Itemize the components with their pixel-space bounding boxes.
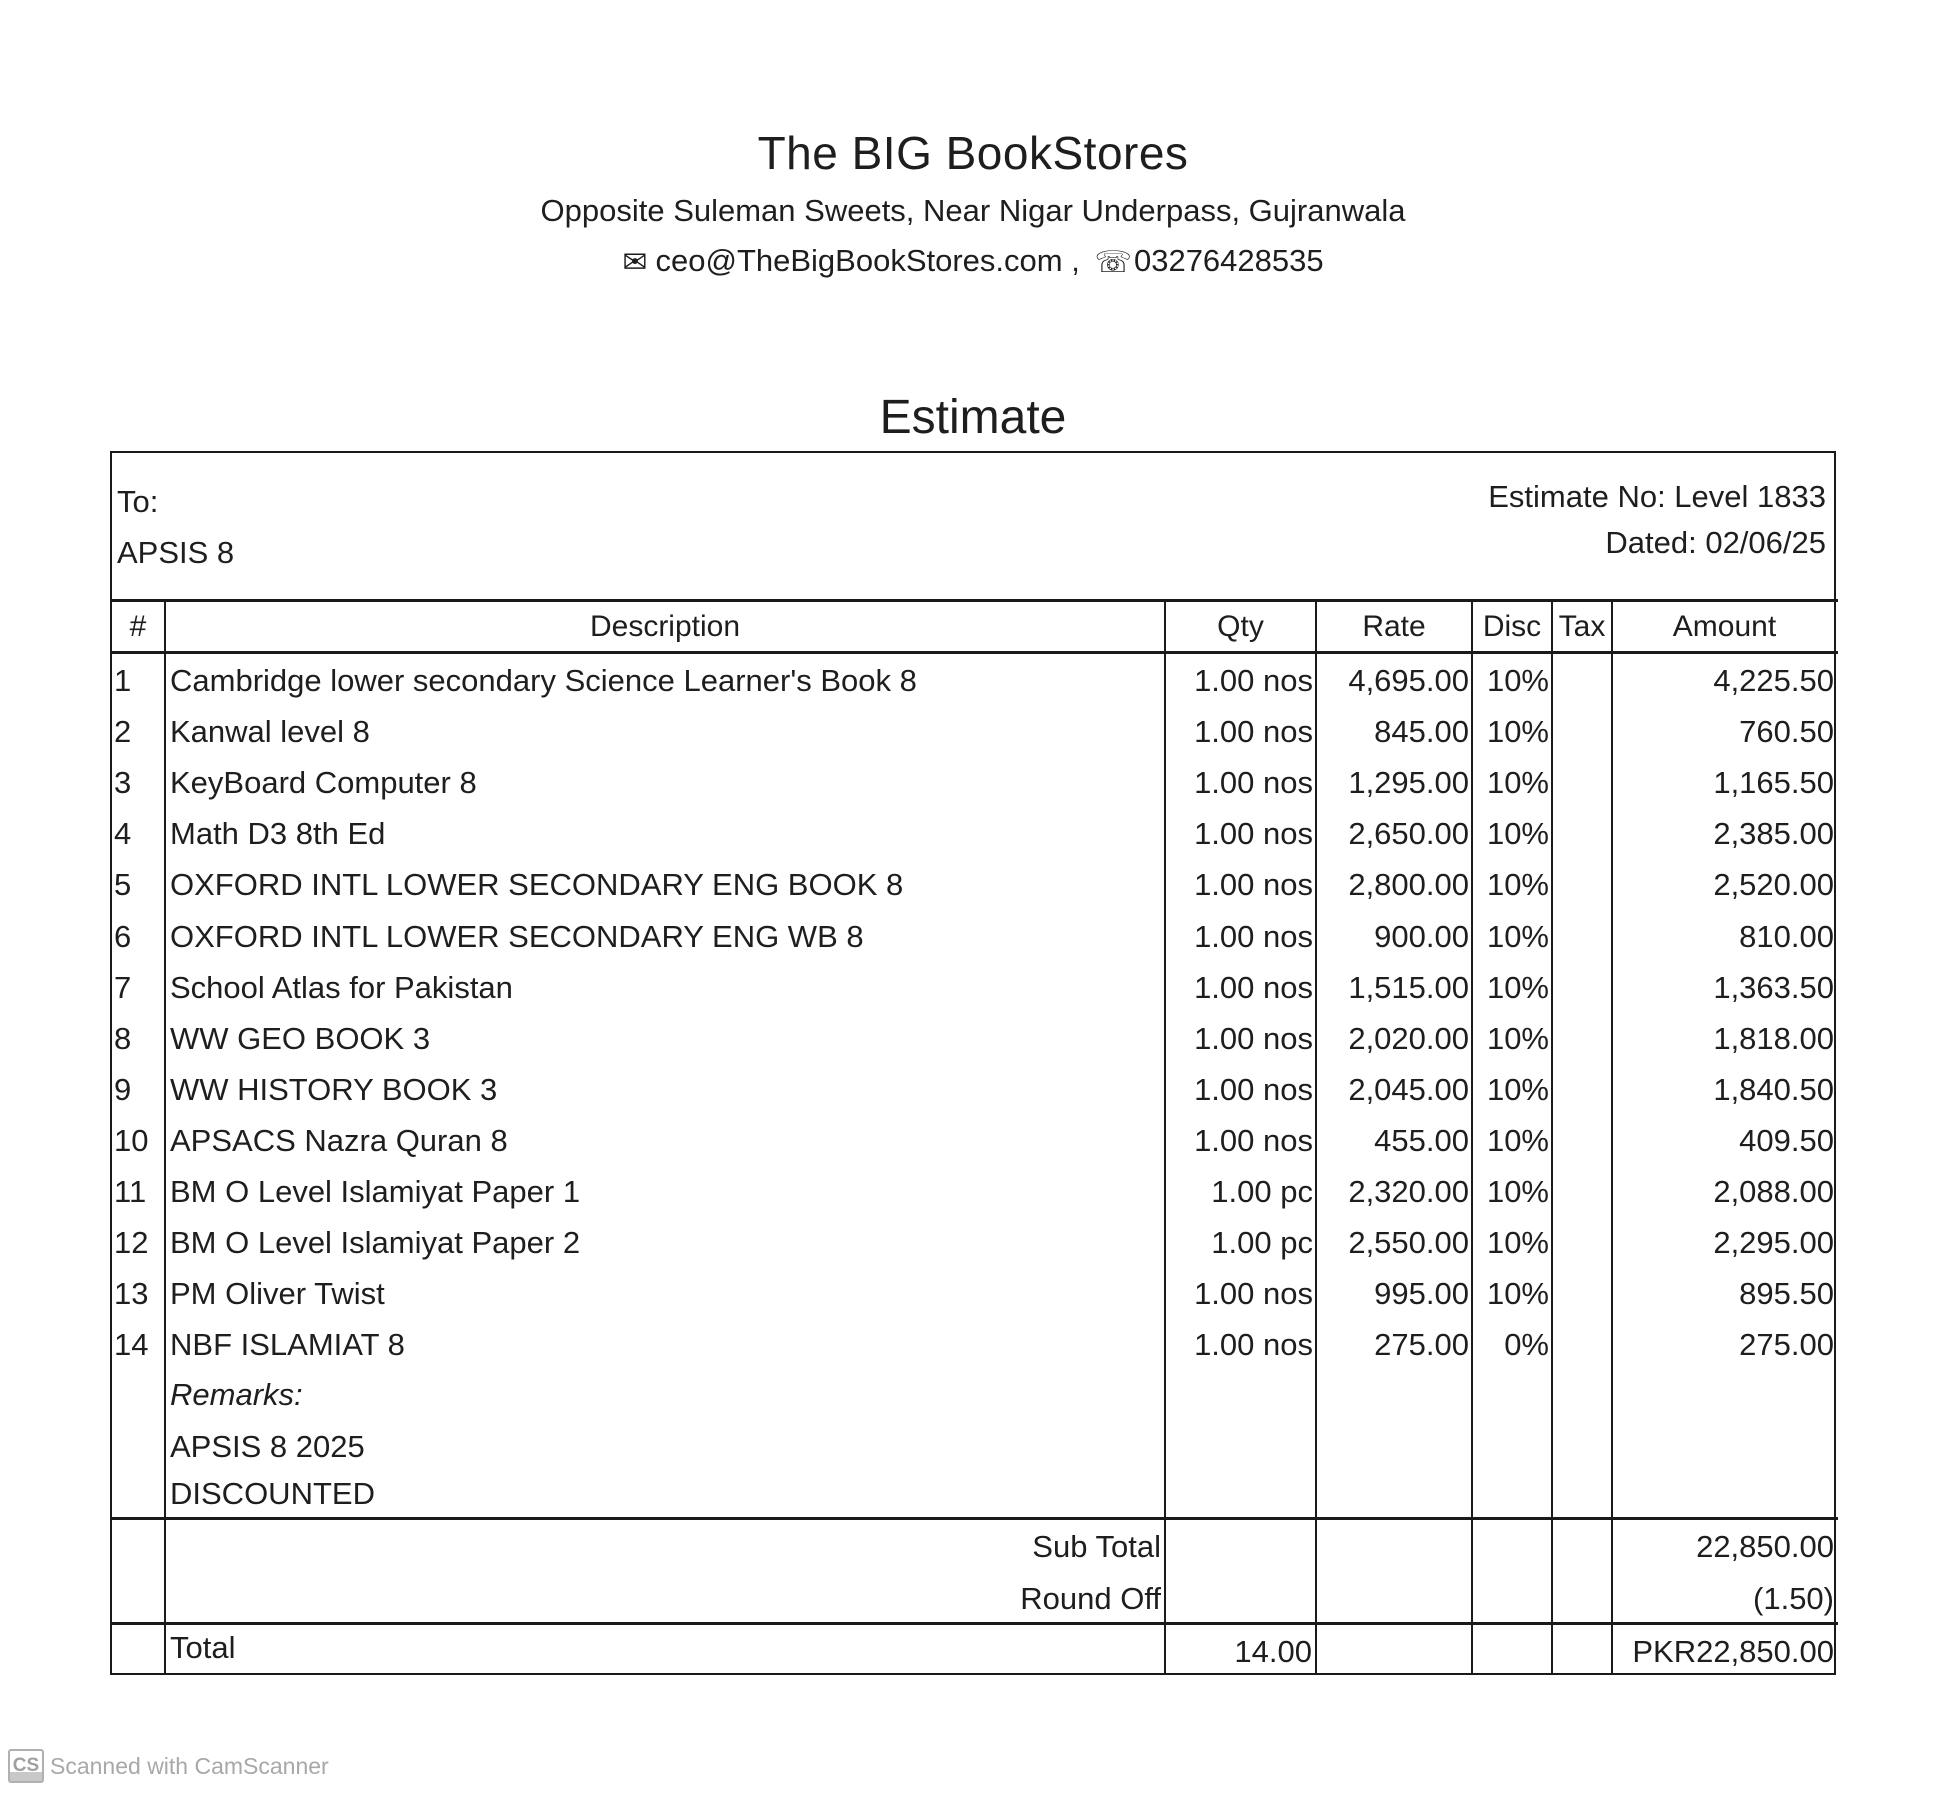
cell-qty: 1.00 nos — [1194, 816, 1313, 851]
header-qty: Qty — [1217, 610, 1264, 643]
total-label: Total — [170, 1630, 236, 1665]
cell-qty: 1.00 nos — [1194, 714, 1313, 749]
header-amount: Amount — [1672, 610, 1777, 643]
cell-num: 12 — [114, 1225, 149, 1260]
watermark-text: Scanned with CamScanner — [50, 1752, 329, 1779]
cell-amount: 1,165.50 — [1713, 765, 1834, 800]
cell-rate: 2,320.00 — [1348, 1174, 1469, 1209]
cell-amount: 810.00 — [1739, 919, 1834, 954]
cell-amount: 2,520.00 — [1713, 867, 1834, 902]
cell-qty: 1.00 nos — [1194, 1276, 1313, 1311]
cell-rate: 1,515.00 — [1348, 970, 1469, 1005]
round-off-label: Round Off — [1020, 1581, 1161, 1616]
cell-qty: 1.00 nos — [1194, 1123, 1313, 1158]
cell-rate: 2,020.00 — [1348, 1021, 1469, 1056]
estimate-date: Dated: 02/06/25 — [1605, 525, 1826, 560]
store-name: The BIG BookStores — [757, 127, 1189, 179]
remarks-label: Remarks: — [170, 1377, 303, 1412]
cell-disc: 10% — [1486, 765, 1549, 800]
header-bottom-border — [110, 651, 1838, 654]
cell-num: 5 — [114, 867, 132, 902]
cell-description: School Atlas for Pakistan — [170, 970, 513, 1005]
cell-disc: 10% — [1486, 663, 1549, 698]
cell-amount: 2,385.00 — [1713, 816, 1834, 851]
remarks-line: DISCOUNTED — [170, 1476, 375, 1511]
cell-qty: 1.00 nos — [1194, 1327, 1313, 1362]
cell-num: 2 — [114, 714, 132, 749]
cell-disc: 10% — [1486, 1174, 1549, 1209]
document-title: Estimate — [879, 391, 1067, 444]
cell-description: WW GEO BOOK 3 — [170, 1021, 431, 1056]
cell-amount: 4,225.50 — [1713, 663, 1834, 698]
cell-disc: 10% — [1486, 1123, 1549, 1158]
col-divider-tax — [1611, 600, 1613, 1675]
header-rate: Rate — [1362, 610, 1426, 643]
cell-num: 1 — [114, 663, 132, 698]
cell-description: OXFORD INTL LOWER SECONDARY ENG WB 8 — [170, 919, 864, 954]
header-disc: Disc — [1482, 610, 1542, 643]
cell-rate: 900.00 — [1374, 919, 1469, 954]
cell-disc: 10% — [1486, 919, 1549, 954]
cell-rate: 2,800.00 — [1348, 867, 1469, 902]
cell-qty: 1.00 nos — [1194, 867, 1313, 902]
telephone-icon: ☏ — [1094, 246, 1132, 279]
cell-rate: 1,295.00 — [1348, 765, 1469, 800]
cell-num: 6 — [114, 919, 132, 954]
cell-description: APSACS Nazra Quran 8 — [170, 1123, 508, 1158]
cell-qty: 1.00 nos — [1194, 1021, 1313, 1056]
camscanner-logo-icon: CS — [8, 1749, 44, 1783]
to-name: APSIS 8 — [117, 535, 235, 570]
cell-disc: 10% — [1486, 816, 1549, 851]
total-qty: 14.00 — [1234, 1634, 1312, 1669]
store-contact — [0, 243, 1946, 280]
cell-qty: 1.00 nos — [1194, 970, 1313, 1005]
cell-num: 7 — [114, 970, 132, 1005]
round-off-value: (1.50) — [1753, 1581, 1834, 1616]
store-address: Opposite Suleman Sweets, Near Nigar Underpass, Gujranwala — [540, 193, 1406, 228]
camscanner-watermark — [8, 1749, 329, 1783]
cell-num: 8 — [114, 1021, 132, 1056]
envelope-icon: ✉ — [622, 246, 648, 279]
cell-num: 9 — [114, 1072, 132, 1107]
cell-disc: 10% — [1486, 1225, 1549, 1260]
cell-disc: 10% — [1486, 867, 1549, 902]
col-divider-disc — [1551, 600, 1553, 1675]
cell-disc: 10% — [1486, 1276, 1549, 1311]
cell-num: 11 — [114, 1174, 147, 1209]
cell-qty: 1.00 nos — [1194, 765, 1313, 800]
store-phone[interactable]: 03276428535 — [1133, 243, 1324, 278]
header-num: # — [129, 610, 147, 643]
cell-num: 14 — [114, 1327, 149, 1362]
cell-rate: 2,650.00 — [1348, 816, 1469, 851]
cell-amount: 275.00 — [1739, 1327, 1834, 1362]
cell-qty: 1.00 pc — [1211, 1225, 1313, 1260]
col-divider-rate — [1471, 600, 1473, 1675]
remarks-line: APSIS 8 2025 — [170, 1429, 365, 1464]
col-divider-description — [1164, 600, 1166, 1675]
cell-description: BM O Level Islamiyat Paper 2 — [170, 1225, 581, 1260]
cell-disc: 10% — [1486, 714, 1549, 749]
cell-qty: 1.00 nos — [1194, 919, 1313, 954]
cell-qty: 1.00 nos — [1194, 663, 1313, 698]
total-top-border — [110, 1622, 1838, 1625]
total-amount: PKR22,850.00 — [1632, 1634, 1834, 1669]
cell-amount: 1,840.50 — [1713, 1072, 1834, 1107]
cell-rate: 4,695.00 — [1348, 663, 1469, 698]
cell-description: OXFORD INTL LOWER SECONDARY ENG BOOK 8 — [170, 867, 904, 902]
cell-description: Math D3 8th Ed — [170, 816, 386, 851]
cell-disc: 0% — [1504, 1327, 1549, 1362]
cell-amount: 760.50 — [1739, 714, 1834, 749]
col-divider-num — [164, 600, 166, 1675]
cell-disc: 10% — [1486, 1021, 1549, 1056]
subtotal-top-border — [110, 1517, 1838, 1520]
cell-num: 13 — [114, 1276, 149, 1311]
estimate-number: Estimate No: Level 1833 — [1488, 479, 1826, 514]
cell-description: KeyBoard Computer 8 — [170, 765, 477, 800]
cell-num: 10 — [114, 1123, 149, 1158]
header-description: Description — [589, 610, 741, 643]
cell-amount: 1,818.00 — [1713, 1021, 1834, 1056]
sub-total-value: 22,850.00 — [1696, 1529, 1834, 1564]
cell-amount: 409.50 — [1739, 1123, 1834, 1158]
cell-rate: 455.00 — [1374, 1123, 1469, 1158]
cell-qty: 1.00 nos — [1194, 1072, 1313, 1107]
cell-amount: 895.50 — [1739, 1276, 1834, 1311]
header-tax: Tax — [1558, 610, 1606, 643]
cell-num: 4 — [114, 816, 132, 851]
cell-rate: 845.00 — [1374, 714, 1469, 749]
cell-amount: 2,295.00 — [1713, 1225, 1834, 1260]
cell-rate: 995.00 — [1374, 1276, 1469, 1311]
cell-amount: 1,363.50 — [1713, 970, 1834, 1005]
cell-disc: 10% — [1486, 970, 1549, 1005]
cell-amount: 2,088.00 — [1713, 1174, 1834, 1209]
cell-rate: 2,550.00 — [1348, 1225, 1469, 1260]
sub-total-label: Sub Total — [1032, 1529, 1161, 1564]
col-divider-qty — [1315, 600, 1317, 1675]
cell-description: NBF ISLAMIAT 8 — [170, 1327, 405, 1362]
cell-rate: 275.00 — [1374, 1327, 1469, 1362]
cell-qty: 1.00 pc — [1211, 1174, 1313, 1209]
header-top-border — [110, 599, 1838, 602]
cell-description: WW HISTORY BOOK 3 — [170, 1072, 498, 1107]
cell-description: Kanwal level 8 — [170, 714, 370, 749]
cell-num: 3 — [114, 765, 132, 800]
cell-description: Cambridge lower secondary Science Learner's Book 8 — [170, 663, 917, 698]
cell-description: BM O Level Islamiyat Paper 1 — [170, 1174, 581, 1209]
to-label: To: — [117, 484, 159, 519]
store-email[interactable]: ceo@TheBigBookStores.com , — [655, 243, 1080, 278]
cell-rate: 2,045.00 — [1348, 1072, 1469, 1107]
cell-description: PM Oliver Twist — [170, 1276, 385, 1311]
cell-disc: 10% — [1486, 1072, 1549, 1107]
